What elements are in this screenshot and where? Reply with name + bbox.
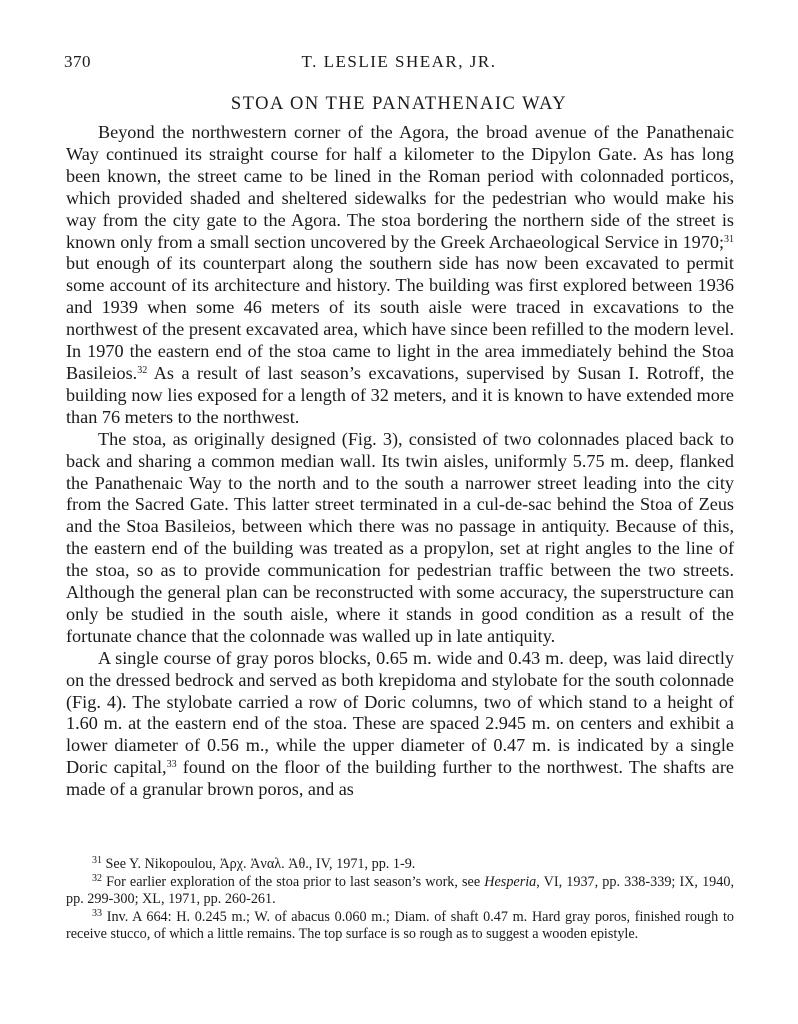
paragraph-3-part-b: found on the floor of the building further to the northwest. The shafts are made of a granular brown poros, and as: [66, 757, 734, 800]
footnote-32-text-b: , VI, 1937, pp. 338-339; IX, 1940, pp. 299-300; XL, 1971, pp. 260-261.: [66, 873, 734, 908]
footnote-ref-33: 33: [166, 759, 177, 771]
footnote-32-text-a: For earlier exploration of the stoa prior to last season’s work, see: [102, 873, 485, 890]
paragraph-2: [66, 429, 734, 648]
running-head-author: T. LESLIE SHEAR, JR.: [301, 52, 497, 71]
footnote-ref-32: 32: [137, 364, 148, 376]
footnote-31-text: See Y. Nikopoulou, Ἀρχ. Ἀναλ. Ἀθ., IV, 1971, pp. 1-9.: [102, 856, 416, 872]
paragraph-2-text: The stoa, as originally designed (Fig. 3), consisted of two colonnades placed back to back and sharing a common median wall. Its twin aisles, uniformly 5.75 m. deep, flanked the Panathenaic Way to the north and to the south a narrower street leading into the city from the Sacred Gate. This latter street terminated in a cul-de-sac behind the Stoa of Zeus and the Stoa Basileios, between which there was no passage in antiquity. Because of this, the eastern end of the building was treated as a propylon, set at right angles to the line of the stoa, so as to provide communication for pedestrian traffic between the two streets. Although the general plan can be reconstructed with some accuracy, the superstructure can only be studied in the south aisle, where it stands in good condition as a result of the fortunate chance that the colonnade was walled up in late antiquity.: [66, 428, 734, 646]
section-title: STOA ON THE PANATHENAIC WAY: [230, 94, 568, 114]
journal-title: Hesperia: [484, 873, 537, 890]
footnote-ref-31: 31: [724, 233, 734, 245]
paragraph-1-part-a: Beyond the northwestern corner of the Agora, the broad avenue of the Panathenaic Way continued its straight course for half a kilometer to the Dipylon Gate. As has long been known, the street came to be lined in the Roman period with colonnaded porticos, which provided shaded and sheltered sidewalks for the pedestrian who would make his way from the city gate to the Agora. The stoa bordering the northern side of the street is known only from a small section uncovered by the Greek Archaeological Service in 1970;: [66, 122, 734, 252]
footnote-mark-31: 31: [92, 855, 102, 866]
footnote-32: [66, 874, 734, 909]
footnotes: [66, 856, 734, 944]
footnote-33: [66, 909, 734, 944]
footnote-mark-32: 32: [92, 872, 102, 884]
paragraph-1-part-c: As a result of last season’s excavations, supervised by Susan I. Rotroff, the building now lies exposed for a length of 32 meters, and it is known to have extended more than 76 meters to the northwest.: [66, 362, 734, 427]
footnote-33-text: Inv. A 664: H. 0.245 m.; W. of abacus 0.060 m.; Diam. of shaft 0.47 m. Hard gray poros, finished rough to receive stucco, of which a little remains. The top surface is so rough as to suggest a wooden epistyle.: [66, 908, 734, 943]
footnote-31: [66, 856, 734, 874]
paragraph-1: [66, 122, 734, 429]
paragraph-3-part-a: A single course of gray poros blocks, 0.65 m. wide and 0.43 m. deep, was laid directly on the dressed bedrock and served as both krepidoma and stylobate for the south colonnade (Fig. 4). The stylobate carried a row of Doric columns, two of which stand to a height of 1.60 m. at the eastern end of the stoa. These are spaced 2.945 m. on centers and exhibit a lower diameter of 0.56 m., while the upper diameter of 0.47 m. is indicated by a single Doric capital,: [66, 647, 734, 778]
paragraph-1-part-b: but enough of its counterpart along the southern side has now been excavated to permit some account of its architecture and history. The building was first explored between 1936 and 1939 when some 46 meters of its south aisle were traced in excavations to the northwest of the present excavated area, which have since been refilled to the modern level. In 1970 the eastern end of the stoa came to light in the area immediately behind the Stoa Basileios.: [66, 253, 734, 383]
page-number: 370: [64, 52, 91, 71]
body-text: [66, 122, 734, 801]
footnote-mark-33: 33: [92, 907, 102, 919]
paragraph-3: [66, 648, 734, 801]
